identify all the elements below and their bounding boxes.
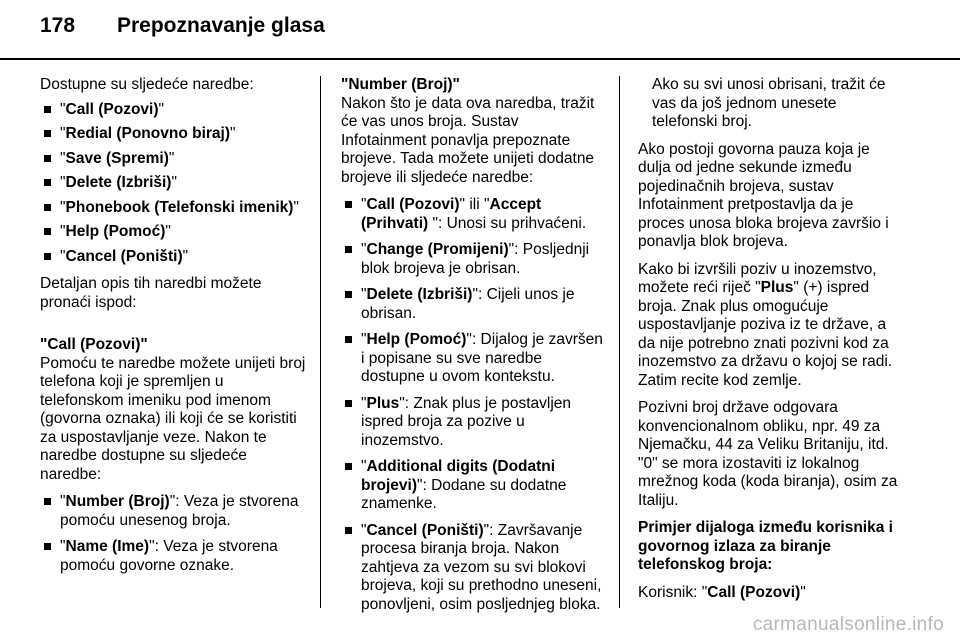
abroad-text: Kako bi izvršili poziv u inozemstvo, možete reći riječ "Plus" (+) ispred broja. Znak plus omogućuje uspostavljanje poziva iz te države, a da nije potrebno znati pozivni kod za inozemstvo za državu o kojoj se radi. Zatim recite kod zemlje. [638,260,893,389]
list-item: "Phonebook (Telefonski imenik)" [40,199,306,218]
watermark: carmanualsonline.info [752,614,944,635]
example-heading: Primjer dijaloga između korisnika i govornog izlaza za biranje telefonskog broja: [638,519,893,573]
list-item: "Delete (Izbriši)": Cijeli unos je obrisan. [341,286,603,323]
list-item: "Cancel (Poništi)": Završavanje procesa biranja broja. Nakon zahtjeva za vezom su svi blokovi brojeva, koji su prethodno uneseni, ponovljeni, osim posljednjeg bloka. [341,522,603,615]
continuation-text: Ako su svi unosi obrisani, tražit će vas da još jednom unesete telefonski broj. [652,76,886,130]
call-sub-list [40,493,306,575]
number-description: Nakon što je data ova naredba, tražit će vas unos broja. Sustav Infotainment ponavlja prepoznate brojeve. Tada možete unijeti dodatne brojeve ili sljedeće naredbe: [341,94,595,186]
page-title: Prepoznavanje glasa [117,14,325,37]
column-divider-right [619,76,620,608]
list-item: "Cancel (Poništi)" [40,248,306,267]
column-right [638,76,902,611]
number-heading: "Number (Broj)" [341,76,460,93]
user-line: Korisnik: "Call (Pozovi)" [638,583,806,601]
column-divider-left [320,76,321,608]
list-item: "Plus": Znak plus je postavljen ispred broja za pozive u inozemstvo. [341,395,603,451]
list-item: "Redial (Ponovno biraj)" [40,125,306,144]
list-item: "Call (Pozovi)" [40,101,306,120]
list-item: "Name (Ime)": Veza je stvorena pomoću govorne oznake. [40,538,306,575]
commands-intro: Dostupne su sljedeće naredbe: [40,76,254,93]
list-item: "Delete (Izbriši)" [40,174,306,193]
list-item: "Change (Promijeni)": Posljednji blok brojeva je obrisan. [341,241,603,278]
call-heading: "Call (Pozovi)" [40,336,148,353]
list-item: "Number (Broj)": Veza je stvorena pomoću unesenog broja. [40,493,306,530]
call-description: Pomoću te naredbe možete unijeti broj telefona koji je spremljen u telefonskom imeniku pod imenom (govorna oznaka) ili koji će se koristiti za uspostavljanje veze. Nakon te naredbe dostupne su sljedeće naredbe: [40,354,306,483]
list-item: "Help (Pomoć)": Dijalog je završen i popisane su sve naredbe dostupne u ovom kontekstu. [341,331,603,387]
column-middle [341,76,603,623]
list-item: "Additional digits (Dodatni brojevi)": Dodane su dodatne znamenke. [341,458,603,514]
header-divider [0,58,960,60]
list-item: "Save (Spremi)" [40,150,306,169]
pause-text: Ako postoji govorna pauza koja je dulja od jedne sekunde između pojedinačnih brojeva, sustav Infotainment pretpostavlja da je proces unosa bloka brojeva završio i ponavlja blok brojeva. [638,140,889,250]
column-left [40,76,306,584]
list-item: "Help (Pomoć)" [40,223,306,242]
list-item: "Call (Pozovi)" ili "Accept (Prihvati) ": Unosi su prihvaćeni. [341,196,603,233]
number-command-list [341,196,603,614]
page-number: 178 [40,14,76,37]
page-header [40,14,325,50]
details-text: Detaljan opis tih naredbi možete pronaći ispod: [40,275,262,311]
country-code-text: Pozivni broj države odgovara konvencionalnom obliku, npr. 49 za Njemačku, 44 za Veliku Britaniju, itd. "0" se mora izostaviti iz lokalnog mrežnog koda (koda biranja), osim za Italiju. [638,399,898,509]
command-list [40,101,306,267]
